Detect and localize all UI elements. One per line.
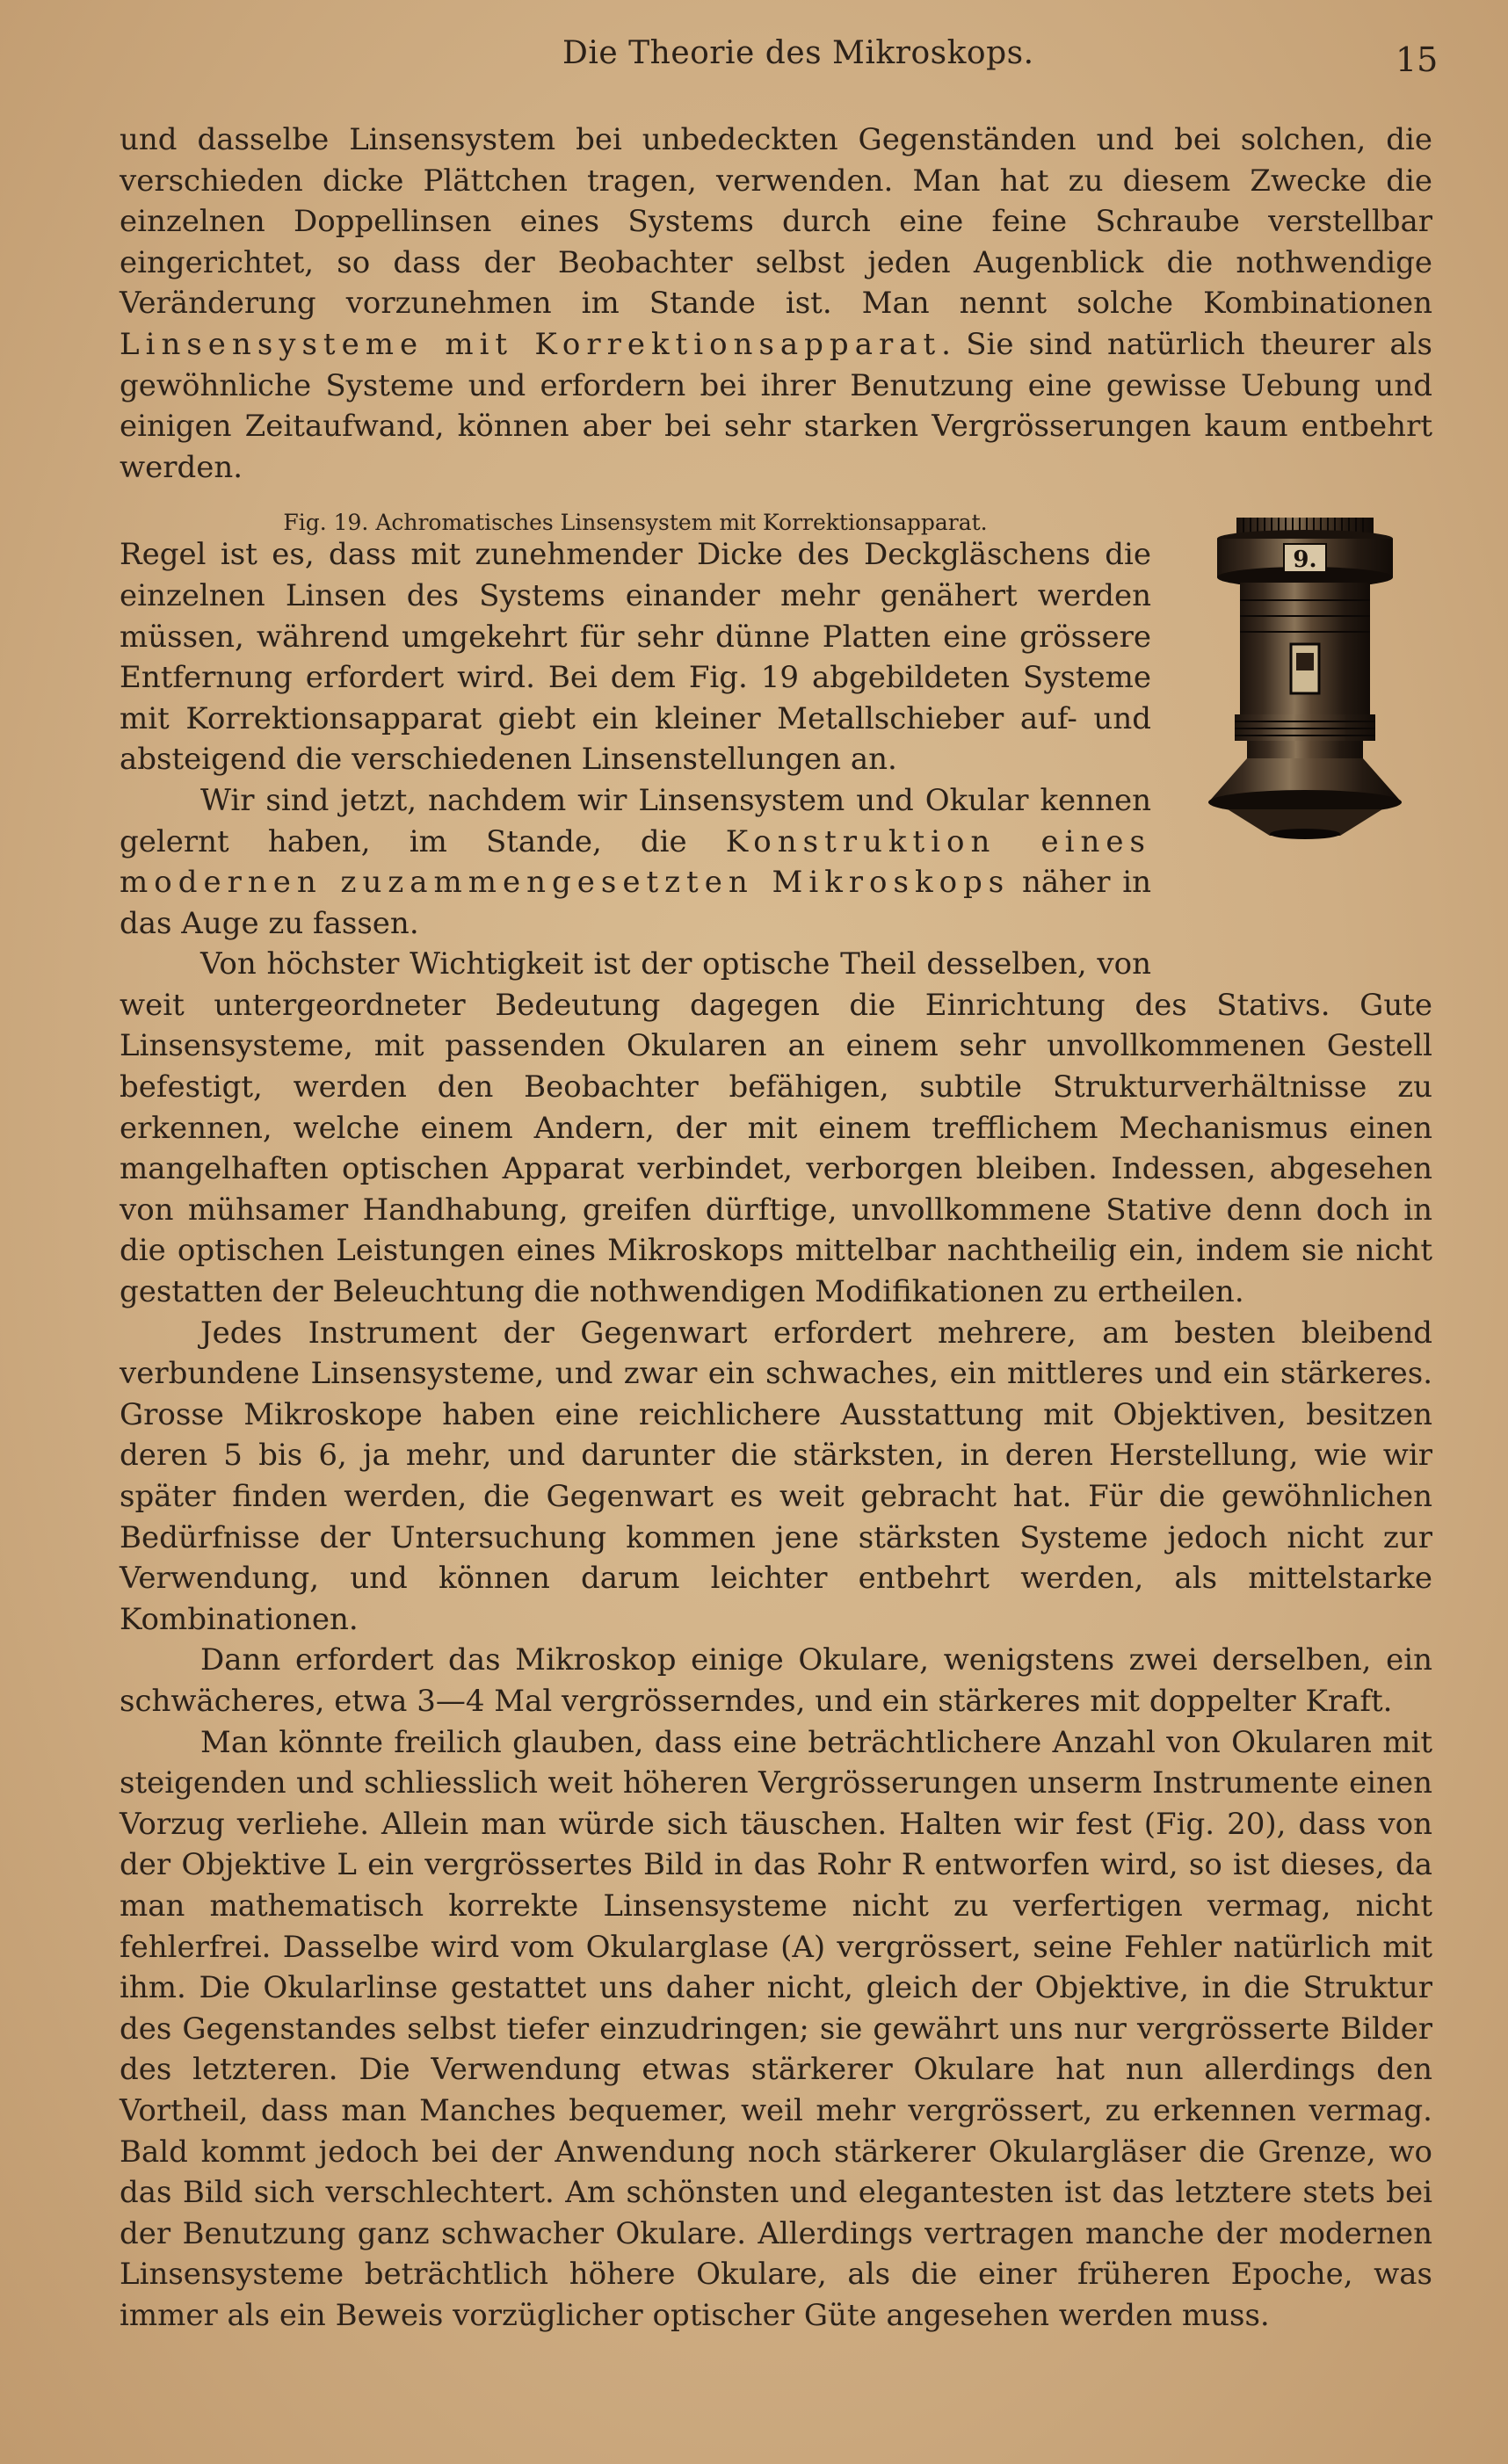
body-text	[120, 120, 1432, 2336]
paragraph-6: Dann erfordert das Mikroskop einige Okulare, wenigstens zwei derselben, ein schwächeres, etwa 3—4 Mal vergrösserndes, und ein stärkeres mit doppelter Kraft.	[120, 1642, 1432, 1719]
paragraph-7: Man könnte freilich glauben, dass eine beträchtlichere Anzahl von Okularen mit steigenden und schliesslich weit höheren Vergrösserungen unserm Instrumente einen Vorzug verliehe. Allein man würde sich täuschen. Halten wir fest (Fig. 20), dass von der Objektive L ein vergrössertes Bild in das Rohr R entworfen wird, so ist dieses, da man mathematisch korrekte Linsensysteme nicht zu verfertigen vermag, nicht fehlerfrei. Dasselbe wird vom Okularglase (A) vergrössert, seine Fehler natürlich mit ihm. Die Okularlinse gestattet uns daher nicht, gleich der Objektive, in die Struktur des Gegenstandes selbst tiefer einzudringen; sie gewährt uns nur vergrösserte Bilder des letzteren. Die Verwendung etwas stärkerer Okulare hat nun allerdings den Vortheil, dass man Manches bequemer, weil mehr vergrössert, zu erkennen vermag. Bald kommt jedoch bei der Anwendung noch stärkerer Okulargläser die Grenze, wo das Bild sich verschlechtert. Am schönsten und elegantesten ist das letztere stets bei der Benutzung ganz schwacher Okulare. Allerdings vertragen manche der modernen Linsensysteme beträchtlich höhere Okulare, als die einer früheren Epoche, was immer als ein Beweis vorzüglicher optischer Güte angesehen werden muss.	[120, 1724, 1432, 2333]
running-title: Die Theorie des Mikroskops.	[562, 35, 1034, 71]
paragraph-1	[120, 120, 1432, 488]
paragraph-2-text: Regel ist es, dass mit zunehmender Dicke des Deckgläschens die einzelnen Linsen des Systems einander mehr genähert werden müssen, während umgekehrt für sehr dünne Platten eine grössere Entfernung erfordert wird. Bei dem Fig. 19 abgebildeten Systeme mit Korrektionsapparat giebt ein kleiner Metallschieber auf- und absteigend die verschiedenen Linsenstellungen an.	[120, 537, 1151, 778]
paragraph-1-text-b: . Sie sind natürlich theurer als gewöhnliche Systeme und erfordern bei ihrer Benutzung eine gewisse Uebung und einigen Zeitaufwand, können aber bei sehr starken Vergrösserungen kaum entbehrt werden.	[120, 326, 1432, 485]
objective-lens-illustration	[1200, 512, 1410, 841]
engraved-number: 9.	[1293, 547, 1317, 574]
emphasis-linsensysteme: Linsensysteme mit Korrektionsapparat	[120, 326, 942, 362]
figure-19	[1178, 496, 1432, 967]
paragraph-1-text-a: und dasselbe Linsensystem bei unbedeckten Gegenständen und bei solchen, die verschieden dicke Plättchen tragen, verwenden. Man hat zu diesem Zwecke die einzelnen Doppellinsen eines Systems durch eine feine Schraube verstellbar eingerichtet, so dass der Beobachter selbst jeden Augenblick die nothwendige Veränderung vorzunehmen im Stande ist. Man nennt solche Kombinationen	[120, 122, 1432, 322]
paragraph-3-text-b: näher in das Auge zu fassen.	[120, 865, 1151, 941]
page-number: 15	[1396, 40, 1439, 79]
figure-caption: Fig. 19. Achromatisches Linsensystem mit Korrektionsapparat.	[283, 510, 988, 536]
paragraph-4: Von höchster Wichtigkeit ist der optische Theil desselben, von weit untergeordneter Bedeutung dagegen die Einrichtung des Stativs. Gute Linsensysteme, mit passenden Okularen an einem sehr unvollkommenen Gestell befestigt, werden den Beobachter befähigen, subtile Strukturverhältnisse zu erkennen, welche einem Andern, der mit einem trefflichem Mechanismus einen mangelhaften optischen Apparat verbindet, verborgen bleiben. Indessen, abgesehen von mühsamer Handhabung, greifen dürftige, unvollkommene Stative denn doch in die optischen Leistungen eines Mikroskops mittelbar nachtheilig ein, indem sie nicht gestatten der Beleuchtung die nothwendigen Modifikationen zu ertheilen.	[120, 946, 1432, 1310]
paragraph-5: Jedes Instrument der Gegenwart erfordert mehrere, am besten bleibend verbundene Linsensysteme, und zwar ein schwaches, ein mittleres und ein stärkeres. Grosse Mikroskope haben eine reichlichere Ausstattung mit Objektiven, besitzen deren 5 bis 6, ja mehr, und darunter die stärksten, in deren Herstellung, wie wir später finden werden, die Gegenwart es weit gebracht hat. Für die gewöhnlichen Bedürfnisse der Untersuchung kommen jene stärksten Systeme jedoch nicht zur Verwendung, und können darum leichter entbehrt werden, als mittelstarke Kombinationen.	[120, 1315, 1432, 1637]
running-header	[0, 35, 1508, 88]
paragraph-3-text-a: Wir sind jetzt, nachdem wir Linsensystem und Okular kennen gelernt haben, im Stande, die	[120, 782, 1151, 859]
emphasis-konstruktion: Konstruktion eines modernen zuzammengesetzten Mikroskops	[120, 823, 1151, 901]
